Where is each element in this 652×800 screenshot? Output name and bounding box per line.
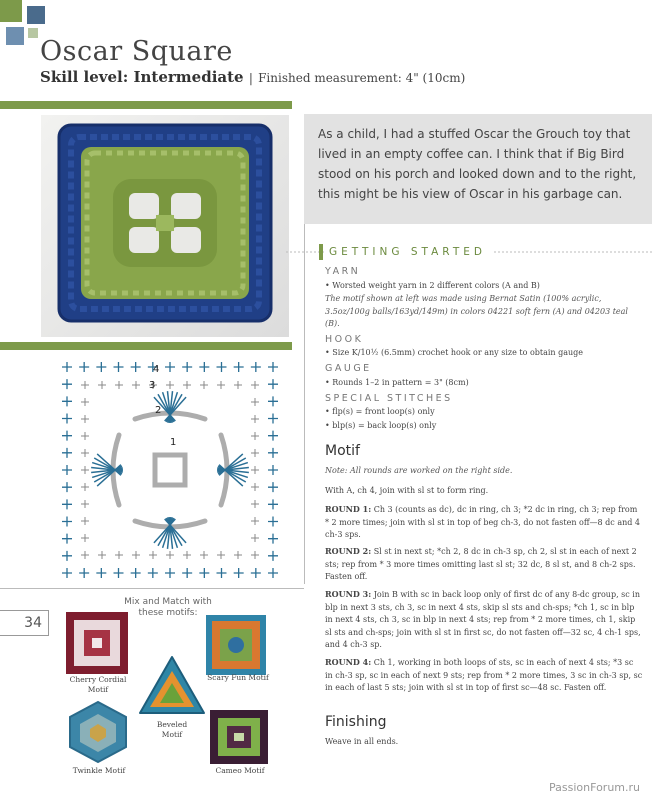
chart-inner-symbol	[234, 381, 242, 389]
finishing-heading: Finishing	[325, 714, 387, 730]
chart-inner-symbol	[200, 381, 208, 389]
round-1	[325, 503, 643, 542]
round-3-text: Join B with sc in back loop only of first dc of any 8-dc group, sc in blp in next 3 sts, ch 3, sc in next 4 sts, skip sl sts and ch-sps; *ch 1, sc in blp in next 4 sts, ch 3, sc in blp in next 4 sts; rep from * 2 more times, ch 1, skip sl sts and ch-sps; join with sl st in first sc, do not fasten off—32 sc, 4 ch-1 sps, and 4 ch-3 sp.	[325, 590, 641, 649]
skill-line	[40, 68, 465, 86]
chart-inner-symbol	[251, 500, 259, 508]
chart-sc-symbol	[268, 482, 278, 492]
chart-inner-symbol	[251, 432, 259, 440]
beveled-thumbnail	[138, 655, 206, 717]
decor-square-4	[28, 28, 38, 38]
diagram-label-3: 3	[149, 380, 156, 391]
getting-started-heading: GETTING STARTED	[325, 246, 492, 258]
chart-inner-symbol	[183, 381, 191, 389]
chart-inner-symbol	[115, 551, 123, 559]
chart-inner-symbol	[81, 449, 89, 457]
chart-inner-symbol	[251, 551, 259, 559]
chart-inner-symbol	[81, 517, 89, 525]
mix-and-match-heading: Mix and Match with these motifs:	[124, 597, 212, 618]
gauge-label: GAUGE	[325, 363, 372, 374]
chart-inner-symbol	[132, 381, 140, 389]
finished-measurement: Finished measurement: 4" (10cm)	[258, 71, 466, 85]
chart-sc-symbol	[234, 568, 244, 578]
decor-square-2	[27, 6, 45, 24]
chart-sc-symbol	[62, 482, 72, 492]
chart-inner-symbol	[217, 551, 225, 559]
chart-sc-symbol	[62, 568, 72, 578]
chart-inner-symbol	[166, 381, 174, 389]
column-divider	[304, 224, 305, 584]
chart-inner-symbol	[251, 415, 259, 423]
chart-inner-symbol	[81, 534, 89, 542]
chart-sc-symbol	[62, 362, 72, 372]
chart-inner-symbol	[251, 534, 259, 542]
gauge-item: • Rounds 1–2 in pattern = 3" (8cm)	[325, 378, 469, 387]
chart-sc-symbol	[165, 362, 175, 372]
chart-inner-symbol	[251, 398, 259, 406]
chart-sc-symbol	[234, 362, 244, 372]
chart-sc-symbol	[62, 534, 72, 544]
diagram-label-2: 2	[155, 405, 162, 416]
page-title: Oscar Square	[40, 36, 233, 67]
chart-sc-symbol	[199, 362, 209, 372]
twinkle-thumbnail	[66, 700, 130, 764]
chart-inner-symbol	[81, 551, 89, 559]
chart-sc-symbol	[268, 551, 278, 561]
chart-sc-symbol	[182, 362, 192, 372]
chart-sc-symbol	[268, 362, 278, 372]
chart-inner-symbol	[251, 483, 259, 491]
chart-sc-symbol	[62, 499, 72, 509]
hook-label: HOOK	[325, 334, 364, 345]
yarn-label: YARN	[325, 266, 361, 277]
crochet-chart	[55, 355, 285, 585]
round-1-label: ROUND 1:	[325, 504, 372, 514]
chart-sc-symbol	[62, 517, 72, 527]
chart-sc-symbol	[96, 362, 106, 372]
chart-inner-symbol	[132, 551, 140, 559]
twinkle-caption: Twinkle Motif	[72, 766, 126, 775]
diagram-label-4: 4	[153, 364, 160, 375]
chart-inner-symbol	[81, 432, 89, 440]
round-2-label: ROUND 2:	[325, 546, 372, 556]
chart-inner-symbol	[98, 551, 106, 559]
cameo-caption: Cameo Motif	[215, 766, 265, 775]
chart-sc-symbol	[131, 568, 141, 578]
chart-inner-symbol	[149, 551, 157, 559]
chart-inner-symbol	[234, 551, 242, 559]
chart-inner-symbol	[81, 466, 89, 474]
chart-inner-symbol	[81, 500, 89, 508]
chart-inner-symbol	[251, 381, 259, 389]
chart-sc-symbol	[62, 379, 72, 389]
beveled-caption: Beveled Motif	[156, 720, 188, 739]
motif-photo	[41, 115, 289, 337]
chart-sc-symbol	[268, 517, 278, 527]
finishing-text: Weave in all ends.	[325, 737, 399, 746]
chart-inner-symbol	[81, 398, 89, 406]
watermark: PassionForum.ru	[549, 781, 640, 794]
top-green-bar	[0, 101, 292, 109]
chart-sc-symbol	[62, 465, 72, 475]
skill-level: Skill level: Intermediate	[40, 68, 244, 86]
special-stitches-label: SPECIAL STITCHES	[325, 393, 453, 404]
separator: |	[248, 71, 253, 85]
round-4-label: ROUND 4:	[325, 657, 372, 667]
diagram-label-1: 1	[170, 437, 177, 448]
chart-inner-symbol	[115, 381, 123, 389]
chart-inner-symbol	[251, 449, 259, 457]
chart-inner-symbol	[166, 551, 174, 559]
motif-start: With A, ch 4, join with sl st to form ring.	[325, 486, 489, 495]
chart-sc-symbol	[79, 568, 89, 578]
chart-sc-symbol	[62, 414, 72, 424]
chart-inner-symbol	[251, 517, 259, 525]
round-3-label: ROUND 3:	[325, 589, 372, 599]
chart-sc-symbol	[199, 568, 209, 578]
round-4	[325, 656, 643, 695]
chart-inner-symbol	[200, 551, 208, 559]
round-1-text: Ch 3 (counts as dc), dc in ring, ch 3; *2 dc in ring, ch 3; rep from * 2 more times; join with sl st in top of beg ch-3, do not fasten off—8 dc and 4 ch-3 sps.	[325, 505, 640, 539]
cherry-cordial-thumbnail	[66, 612, 128, 674]
round-3	[325, 588, 643, 652]
bottom-left-line	[0, 588, 304, 589]
chart-sc-symbol	[268, 568, 278, 578]
chart-sc-symbol	[62, 551, 72, 561]
chart-sc-symbol	[268, 396, 278, 406]
chart-sc-symbol	[62, 396, 72, 406]
chart-sc-symbol	[251, 362, 261, 372]
chart-sc-symbol	[165, 568, 175, 578]
chart-sc-symbol	[182, 568, 192, 578]
chart-sc-symbol	[251, 568, 261, 578]
chart-sc-symbol	[114, 362, 124, 372]
decor-square-3	[6, 27, 24, 45]
middle-green-bar	[0, 342, 292, 350]
chart-inner-symbol	[81, 381, 89, 389]
chart-inner-symbol	[183, 551, 191, 559]
round-4-text: Ch 1, working in both loops of sts, sc in each of next 4 sts; *3 sc in ch-3 sp, sc in each of next 9 sts; rep from * 2 more times, 3 sc in ch-3 sp, sc in each of last 5 sts; join with sl st in top of first sc—48 sc. Fasten off.	[325, 658, 643, 692]
special-item-1: • flp(s) = front loop(s) only	[325, 407, 435, 416]
scary-fun-caption: Scary Fun Motif	[207, 673, 269, 682]
cameo-thumbnail	[210, 710, 268, 764]
chart-inner-symbol	[98, 381, 106, 389]
chart-sc-symbol	[268, 465, 278, 475]
round-2	[325, 545, 643, 584]
chart-inner-symbol	[251, 466, 259, 474]
chart-inner-symbol	[81, 415, 89, 423]
round-2-text: Sl st in next st; *ch 2, 8 dc in ch-3 sp, ch 2, sl st in each of next 2 sts; rep from * 3 more times omitting last sl st; 32 dc, 8 sl st, and 8 ch-2 sps. Fasten off.	[325, 547, 637, 581]
chart-sc-symbol	[268, 499, 278, 509]
chart-sc-symbol	[268, 448, 278, 458]
chart-sc-symbol	[148, 568, 158, 578]
cherry-cordial-caption: Cherry Cordial Motif	[69, 675, 127, 694]
chart-sc-symbol	[131, 362, 141, 372]
chart-sc-symbol	[62, 431, 72, 441]
chart-inner-symbol	[217, 381, 225, 389]
chart-sc-symbol	[114, 568, 124, 578]
chart-sc-symbol	[96, 568, 106, 578]
decor-square-1	[0, 0, 22, 22]
chart-sc-symbol	[268, 534, 278, 544]
motif-heading: Motif	[325, 443, 360, 459]
chart-sc-symbol	[62, 448, 72, 458]
intro-text: As a child, I had a stuffed Oscar the Grouch toy that lived in an empty coffee can. I think that if Big Bird stood on his porch and looked down and to the right, this might be his view of Oscar in his garbage can.	[304, 114, 652, 224]
chart-sc-symbol	[268, 431, 278, 441]
hook-item: • Size K/10½ (6.5mm) crochet hook or any size to obtain gauge	[325, 348, 584, 357]
yarn-item: • Worsted weight yarn in 2 different colors (A and B)	[325, 281, 540, 290]
scary-fun-thumbnail	[206, 615, 266, 675]
page-number: 34	[0, 610, 49, 636]
chart-sc-symbol	[217, 568, 227, 578]
chart-sc-symbol	[79, 362, 89, 372]
motif-note: Note: All rounds are worked on the right side.	[325, 466, 513, 475]
chart-sc-symbol	[268, 414, 278, 424]
chart-sc-symbol	[217, 362, 227, 372]
yarn-note: The motif shown at left was made using Bernat Satin (100% acrylic, 3.5oz/100g balls/163yd/149m) in colors 04221 soft fern (A) and 04203 teal (B).	[325, 294, 628, 328]
special-item-2: • blp(s) = back loop(s) only	[325, 421, 437, 430]
chart-sc-symbol	[268, 379, 278, 389]
chart-inner-symbol	[81, 483, 89, 491]
